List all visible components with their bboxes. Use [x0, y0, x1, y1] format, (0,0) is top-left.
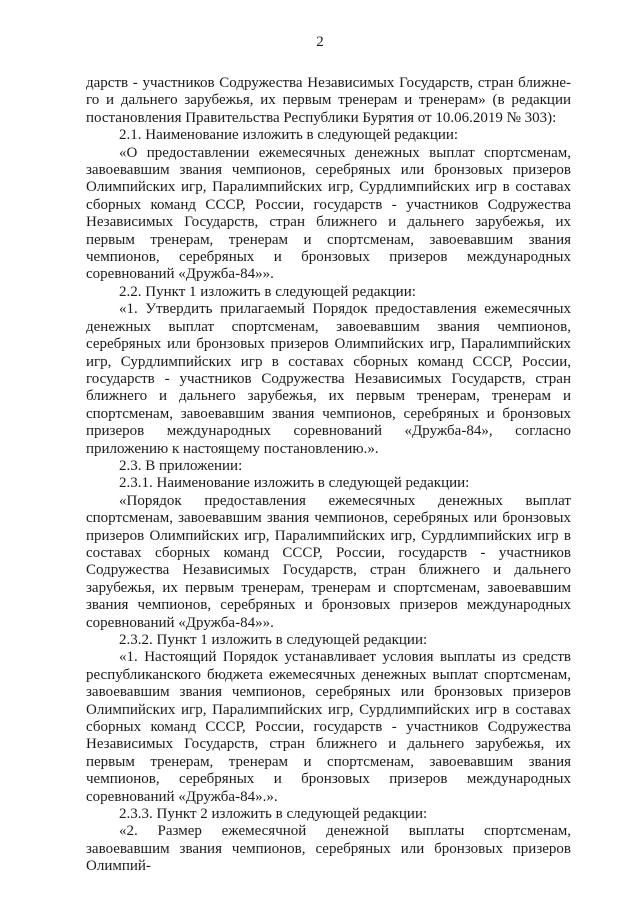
paragraph: 2.2. Пункт 1 изложить в следующей редакции: — [119, 283, 416, 300]
paragraph: 2.3.1. Наименование изложить в следующей редакции: — [119, 475, 470, 492]
paragraph: 2.3. В приложении: — [119, 457, 243, 474]
paragraph: 2.3.3. Пункт 2 изложить в следующей редакции: — [119, 806, 428, 823]
paragraph: дарств - участников Содружества Независимых Государств, стран ближне-го и дальнего зарубежья, их первым тренерам и тренерам» (в редакции постановления Правительства Республики Бурятия от 10.06.2019 № 303): — [86, 75, 571, 126]
paragraph: 2.3.2. Пункт 1 изложить в следующей редакции: — [119, 632, 428, 648]
paragraph: 2.1. Наименование изложить в следующей редакции: — [119, 127, 459, 144]
paragraph: «О предоставлении ежемесячных денежных выплат спортсменам, завоевавшим звания чемпионов, серебряных или бронзовых призеров Олимпийских игр, Паралимпийских игр, Сурдлимпийских игр в составах сборных команд СССР, России, государств - участников Содружества Независимых Государств, стран ближнего и дальнего зарубежья, их первым тренерам, тренерам и спортсменам, завоевавшим звания чемпионов, серебряных и бронзовых призеров международных соревнований «Дружба-84»». — [86, 144, 571, 283]
page-number: 2 — [316, 34, 324, 50]
document-body — [86, 75, 571, 876]
paragraph: «1. Настоящий Порядок устанавливает условия выплаты из средств республиканского бюджета ежемесячных денежных выплат спортсменам, завоевавшим звания чемпионов, серебряных или бронзовых призеров Олимпийских игр, Паралимпийских игр, Сурдлимпийских игр в составах сборных команд СССР, России, государств - участников Содружества Независимых Государств, стран ближнего и дальнего зарубежья, их первым тренерам, тренерам и спортсменам, завоевавшим звания чемпионов, серебряных и бронзовых призеров международных соревнований «Дружба-84».». — [86, 649, 571, 805]
paragraph: «1. Утвердить прилагаемый Порядок предоставления ежемесячных денежных выплат спортсменам, завоевавшим звания чемпионов, серебряных или бронзовых призеров Олимпийских игр, Паралимпийских игр, Сурдлимпийских игр в составах сборных команд СССР, России, государств - участников Содружества Независимых Государств, стран ближнего и дальнего зарубежья, их первым тренерам, тренерам и спортсменам, завоевавшим звания чемпионов, серебряных и бронзовых призеров международных соревнований «Дружба-84», согласно приложению к настоящему постановлению.». — [86, 301, 571, 457]
paragraph: «2. Размер ежемесячной денежной выплаты спортсменам, завоевавшим звания чемпионов, серебряных или бронзовых призеров Олимпий- — [86, 823, 571, 875]
paragraph: «Порядок предоставления ежемесячных денежных выплат спортсменам, завоевавшим звания чемпионов, серебряных или бронзовых призеров Олимпийских игр, Паралимпийских игр, Сурдлимпийских игр в составах сборных команд СССР, России, государств - участников Содружества Независимых Государств, стран ближнего и дальнего зарубежья, их первым тренерам, тренерам и спортсменам, завоевавшим звания чемпионов, серебряных и бронзовых призеров международных соревнований «Дружба-84»». — [86, 492, 571, 631]
